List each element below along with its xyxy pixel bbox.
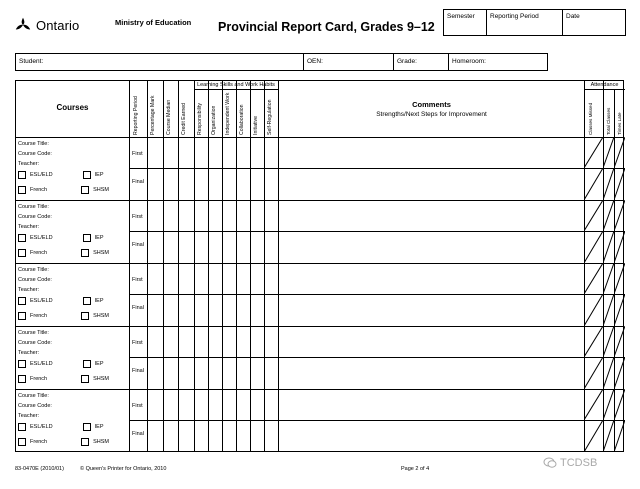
course-title-label[interactable]: Course Title: xyxy=(18,267,49,273)
first-final-divider xyxy=(129,168,625,169)
teacher-label[interactable]: Teacher: xyxy=(18,287,40,293)
esl-checkbox[interactable] xyxy=(18,423,26,431)
first-final-divider xyxy=(129,294,625,295)
attendance-cell-slash xyxy=(603,294,614,326)
iep-checkbox[interactable] xyxy=(83,171,91,179)
shsm-label: SHSM xyxy=(93,313,110,319)
header-divider xyxy=(16,137,623,138)
percentage-mark-header: Percentage Mark xyxy=(150,95,156,135)
final-period-label: Final xyxy=(132,431,144,437)
courses-header: Courses xyxy=(56,103,89,112)
course-median-header: Course Median xyxy=(166,99,172,135)
iep-checkbox[interactable] xyxy=(83,423,91,431)
shsm-label: SHSM xyxy=(93,250,110,256)
french-label: French xyxy=(30,313,48,319)
french-shsm-row xyxy=(18,438,109,446)
attendance-cell-slash xyxy=(603,200,614,231)
iep-label: IEP xyxy=(94,298,104,304)
course-block-divider xyxy=(16,389,623,390)
french-shsm-row xyxy=(18,375,109,383)
teacher-label[interactable]: Teacher: xyxy=(18,350,40,356)
course-block-divider xyxy=(16,326,623,327)
french-checkbox[interactable] xyxy=(18,249,26,257)
esl-iep-row xyxy=(18,297,104,305)
shsm-label: SHSM xyxy=(93,187,110,193)
teacher-label[interactable]: Teacher: xyxy=(18,161,40,167)
esl-iep-row xyxy=(18,234,104,242)
esl-label: ESL/ELD xyxy=(30,172,53,178)
attendance-cell-slash xyxy=(603,168,614,200)
attendance-cell-slash xyxy=(614,200,625,231)
attendance-cell-slash xyxy=(584,420,603,452)
iep-checkbox[interactable] xyxy=(83,234,91,242)
logo-text: Ontario xyxy=(36,17,80,33)
organization-header: Organization xyxy=(211,105,217,135)
esl-iep-row xyxy=(18,360,104,368)
date-field[interactable]: Date xyxy=(566,13,580,20)
esl-checkbox[interactable] xyxy=(18,234,26,242)
french-checkbox[interactable] xyxy=(18,375,26,383)
attendance-cell-slash xyxy=(614,137,625,168)
attendance-cell-slash xyxy=(584,294,603,326)
first-final-divider xyxy=(129,420,625,421)
esl-checkbox[interactable] xyxy=(18,171,26,179)
course-code-label[interactable]: Course Code: xyxy=(18,277,52,283)
french-label: French xyxy=(30,187,48,193)
french-label: French xyxy=(30,250,48,256)
course-code-label[interactable]: Course Code: xyxy=(18,214,52,220)
iep-label: IEP xyxy=(94,424,104,430)
french-shsm-row xyxy=(18,249,109,257)
esl-checkbox[interactable] xyxy=(18,297,26,305)
attendance-cell-slash xyxy=(603,137,614,168)
copyright: © Queen's Printer for Ontario, 2010 xyxy=(80,466,167,472)
attendance-cell-slash xyxy=(614,168,625,200)
teacher-label[interactable]: Teacher: xyxy=(18,224,40,230)
times-late-header: Times Late xyxy=(617,112,622,135)
esl-iep-row xyxy=(18,423,104,431)
student-field[interactable]: Student: xyxy=(16,54,304,70)
reporting-period-header: Reporting Period xyxy=(133,96,139,135)
comments-subheader: Strengths/Next Steps for Improvement xyxy=(376,111,487,118)
course-block-divider xyxy=(16,200,623,201)
french-checkbox[interactable] xyxy=(18,438,26,446)
course-title-label[interactable]: Course Title: xyxy=(18,393,49,399)
ministry-label: Ministry of Education xyxy=(115,18,192,27)
first-period-label: First xyxy=(132,277,143,283)
attendance-cell-slash xyxy=(584,389,603,420)
first-period-label: First xyxy=(132,214,143,220)
french-shsm-row xyxy=(18,312,109,320)
trillium-icon xyxy=(14,16,32,34)
final-period-label: Final xyxy=(132,305,144,311)
french-label: French xyxy=(30,376,48,382)
independent-work-header: Independent Work xyxy=(225,92,231,135)
iep-label: IEP xyxy=(94,361,104,367)
attendance-cell-slash xyxy=(614,294,625,326)
attendance-cell-slash xyxy=(584,326,603,357)
first-final-divider xyxy=(129,231,625,232)
iep-label: IEP xyxy=(94,172,104,178)
lsw-group-header: Learning Skills and Work Habits xyxy=(197,82,275,88)
attendance-cell-slash xyxy=(584,231,603,263)
french-checkbox[interactable] xyxy=(18,186,26,194)
initiative-header: Initiative xyxy=(253,115,259,135)
semester-field[interactable]: Semester xyxy=(444,10,487,35)
esl-label: ESL/ELD xyxy=(30,361,53,367)
self-regulation-header: Self-Regulation xyxy=(267,99,273,135)
shsm-checkbox[interactable] xyxy=(81,249,89,257)
first-period-label: First xyxy=(132,340,143,346)
attendance-cell-slash xyxy=(603,357,614,389)
attendance-cell-slash xyxy=(584,168,603,200)
comments-header: Comments xyxy=(412,100,451,109)
report-card-table xyxy=(15,80,624,452)
shsm-checkbox[interactable] xyxy=(81,375,89,383)
attendance-cell-slash xyxy=(614,357,625,389)
esl-label: ESL/ELD xyxy=(30,298,53,304)
esl-label: ESL/ELD xyxy=(30,235,53,241)
attendance-cell-slash xyxy=(603,389,614,420)
collaboration-header: Collaboration xyxy=(239,104,245,135)
watermark-text: TCDSB xyxy=(560,457,598,469)
oen-field[interactable]: OEN: xyxy=(304,54,394,70)
grade-field[interactable]: Grade: xyxy=(394,54,449,70)
first-final-divider xyxy=(129,357,625,358)
classes-missed-header: Classes Missed xyxy=(588,102,593,135)
attendance-cell-slash xyxy=(603,326,614,357)
final-period-label: Final xyxy=(132,368,144,374)
attendance-underline xyxy=(584,89,625,90)
course-title-label[interactable]: Course Title: xyxy=(18,141,49,147)
attendance-cell-slash xyxy=(614,326,625,357)
attendance-header: Attendance xyxy=(590,82,619,88)
shsm-label: SHSM xyxy=(93,439,110,445)
total-classes-header: Total Classes xyxy=(606,107,611,135)
chat-icon xyxy=(543,457,557,469)
attendance-cell-slash xyxy=(614,389,625,420)
attendance-cell-slash xyxy=(603,231,614,263)
ontario-logo xyxy=(14,16,79,34)
credit-earned-header: Credit Earned xyxy=(181,102,187,135)
attendance-cell-slash xyxy=(603,420,614,452)
attendance-cell-slash xyxy=(584,357,603,389)
watermark xyxy=(543,457,597,469)
final-period-label: Final xyxy=(132,179,144,185)
attendance-cell-slash xyxy=(614,420,625,452)
course-code-label[interactable]: Course Code: xyxy=(18,151,52,157)
homeroom-field[interactable]: Homeroom: xyxy=(452,58,486,65)
attendance-cell-slash xyxy=(614,263,625,294)
course-code-label[interactable]: Course Code: xyxy=(18,403,52,409)
page-title: Provincial Report Card, Grades 9–12 xyxy=(218,20,435,34)
shsm-label: SHSM xyxy=(93,376,110,382)
course-code-label[interactable]: Course Code: xyxy=(18,340,52,346)
attendance-cell-slash xyxy=(584,263,603,294)
final-period-label: Final xyxy=(132,242,144,248)
iep-checkbox[interactable] xyxy=(83,297,91,305)
page-number: Page 2 of 4 xyxy=(401,466,430,472)
course-title-label[interactable]: Course Title: xyxy=(18,204,49,210)
attendance-cell-slash xyxy=(614,231,625,263)
first-period-label: First xyxy=(132,151,143,157)
attendance-cell-slash xyxy=(584,200,603,231)
semester-box xyxy=(443,9,626,36)
esl-iep-row xyxy=(18,171,104,179)
attendance-cell-slash xyxy=(584,137,603,168)
teacher-label[interactable]: Teacher: xyxy=(18,413,40,419)
french-shsm-row xyxy=(18,186,109,194)
iep-label: IEP xyxy=(94,235,104,241)
french-checkbox[interactable] xyxy=(18,312,26,320)
french-label: French xyxy=(30,439,48,445)
course-block-divider xyxy=(16,263,623,264)
attendance-cell-slash xyxy=(603,263,614,294)
iep-checkbox[interactable] xyxy=(83,360,91,368)
esl-label: ESL/ELD xyxy=(30,424,53,430)
student-info-row xyxy=(15,53,548,71)
shsm-checkbox[interactable] xyxy=(81,186,89,194)
shsm-checkbox[interactable] xyxy=(81,312,89,320)
form-code: 83-0470E (2010/01) xyxy=(15,466,64,472)
course-title-label[interactable]: Course Title: xyxy=(18,330,49,336)
first-period-label: First xyxy=(132,403,143,409)
responsibility-header: Responsibility xyxy=(197,102,203,135)
shsm-checkbox[interactable] xyxy=(81,438,89,446)
reporting-period-field[interactable]: Reporting Period xyxy=(487,10,563,35)
esl-checkbox[interactable] xyxy=(18,360,26,368)
